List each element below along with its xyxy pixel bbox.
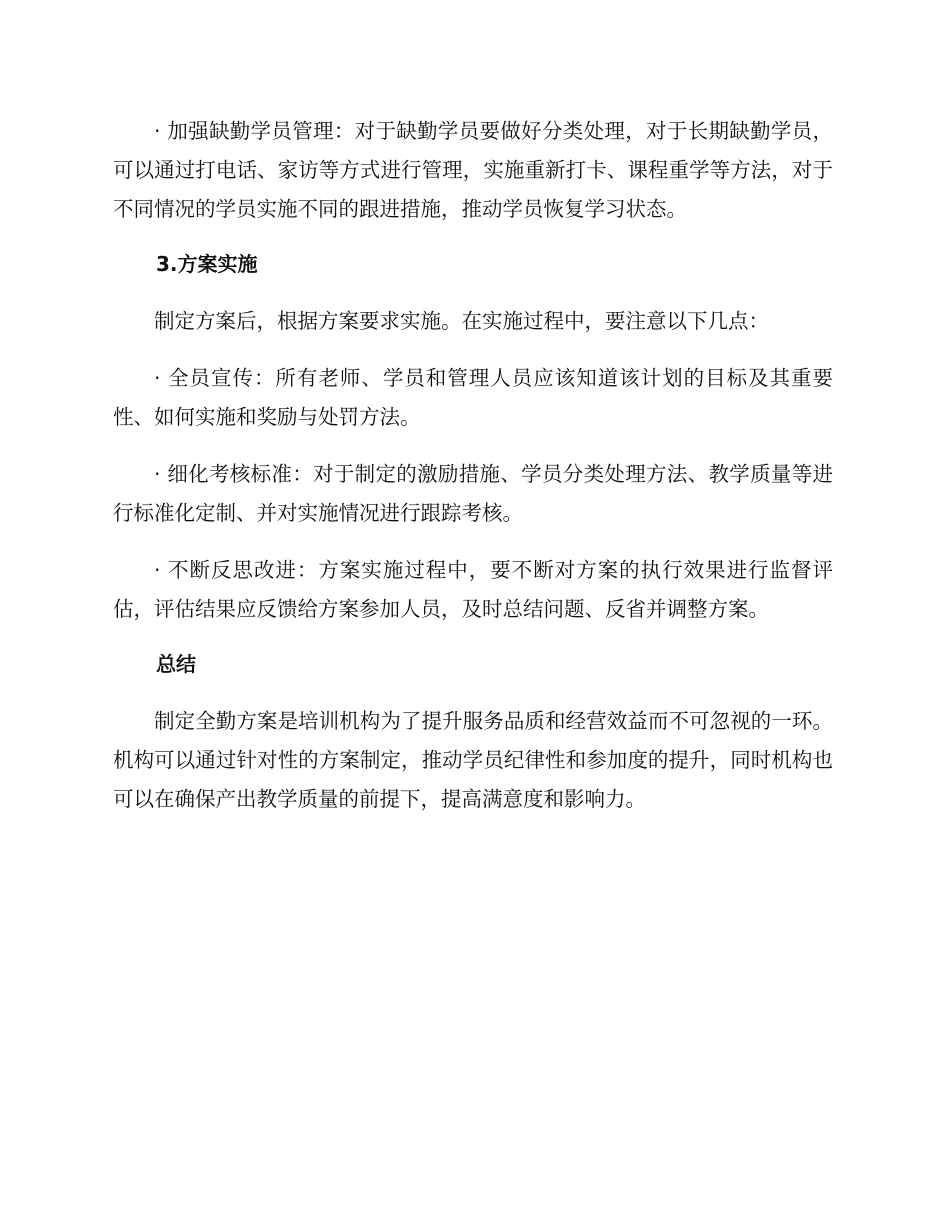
- bullet-continuous-improvement: · 不断反思改进：方案实施过程中，要不断对方案的执行效果进行监督评估，评估结果应反馈给方案参加人员，及时总结问题、反省并调整方案。: [113, 558, 833, 621]
- document-body: [113, 112, 833, 819]
- bullet-absence-management: · 加强缺勤学员管理：对于缺勤学员要做好分类处理，对于长期缺勤学员，可以通过打电话、家访等方式进行管理，实施重新打卡、课程重学等方法，对于不同情况的学员实施不同的跟进措施，推动学员恢复学习状态。: [113, 119, 833, 221]
- section-heading-implementation: 3.方案实施: [156, 252, 258, 276]
- summary-paragraph: 制定全勤方案是培训机构为了提升服务品质和经营效益而不可忽视的一环。机构可以通过针对性的方案制定，推动学员纪律性和参加度的提升，同时机构也可以在确保产出教学质量的前提下，提高满意度和影响力。: [113, 709, 833, 811]
- section-heading-summary: 总结: [156, 652, 196, 676]
- bullet-assessment-standards: · 细化考核标准：对于制定的激励措施、学员分类处理方法、教学质量等进行标准化定制、并对实施情况进行跟踪考核。: [113, 462, 833, 525]
- implementation-intro: 制定方案后，根据方案要求实施。在实施过程中，要注意以下几点：: [154, 309, 769, 333]
- bullet-publicity: · 全员宣传：所有老师、学员和管理人员应该知道该计划的目标及其重要性、如何实施和奖励与处罚方法。: [113, 366, 833, 429]
